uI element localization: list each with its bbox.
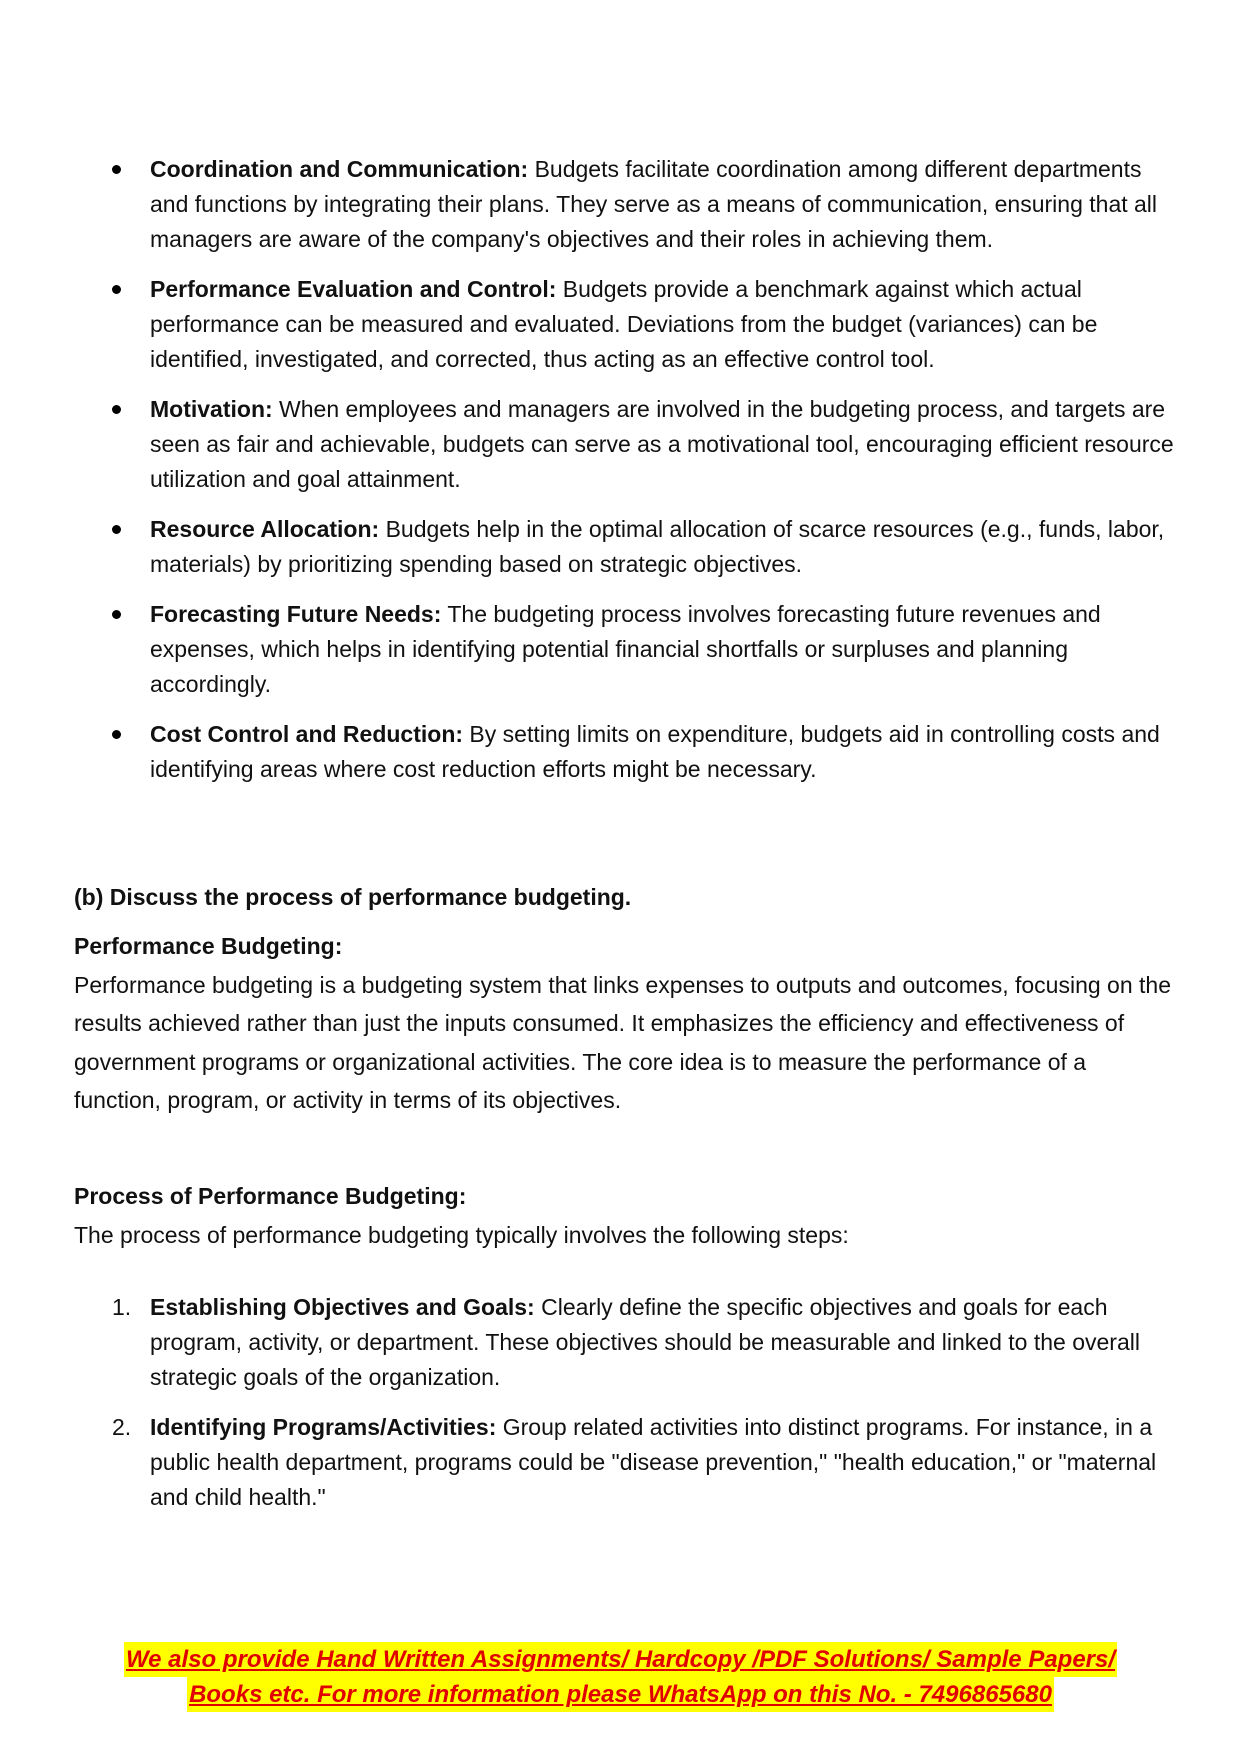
bullet-text: By setting limits on expenditure, budgets aid in controlling costs and identifying areas where cost reduction efforts might be necessary. [150,721,1160,782]
step-number: 2. [112,1414,132,1440]
bullet-dot-icon [112,285,121,294]
bullet-text: The budgeting process involves forecasting future revenues and expenses, which helps in identifying potential financial shortfalls or surpluses and planning accordingly. [150,601,1101,697]
bullet-item-coordination [74,152,1184,257]
bullet-item-resource-allocation [74,512,1184,582]
step-item-objectives [74,1290,1184,1395]
definition-heading: Performance Budgeting: [74,933,343,959]
steps-numbered-list [74,1290,1184,1530]
bullet-dot-icon [112,165,121,174]
promo-footer [0,1642,1241,1712]
process-heading: Process of Performance Budgeting: [74,1183,467,1209]
promo-footer-line-2: Books etc. For more information please WhatsApp on this No. - 7496865680 [187,1677,1054,1712]
bullet-item-cost-control [74,717,1184,787]
bullet-dot-icon [112,610,121,619]
step-number: 1. [112,1294,132,1320]
process-intro: The process of performance budgeting typically involves the following steps: [74,1221,849,1248]
bullet-text: When employees and managers are involved in the budgeting process, and targets are seen as fair and achievable, budgets can serve as a motivational tool, encouraging efficient resource utilization and goal attainment. [150,396,1174,492]
step-text: Group related activities into distinct programs. For instance, in a public health department, programs could be "disease prevention," "health education," or "maternal and child health." [150,1414,1157,1510]
benefits-bullet-list [74,152,1184,802]
definition-section [74,927,1174,1120]
step-text: Clearly define the specific objectives and goals for each program, activity, or department. These objectives should be measurable and linked to the overall strategic goals of the organization. [150,1294,1140,1390]
bullet-term: Resource Allocation: [150,516,380,542]
definition-paragraph: Performance budgeting is a budgeting system that links expenses to outputs and outcomes, focusing on the results achieved rather than just the inputs consumed. It emphasizes the efficiency and effectiveness of government programs or organizational activities. The core idea is to measure the performance of a function, program, or activity in terms of its objectives. [74,971,1172,1113]
question-heading: (b) Discuss the process of performance budgeting. [74,884,632,910]
promo-footer-line-1: We also provide Hand Written Assignments/ Hardcopy /PDF Solutions/ Sample Papers/ [124,1642,1117,1677]
bullet-dot-icon [112,525,121,534]
bullet-item-performance-evaluation [74,272,1184,377]
bullet-text: Budgets facilitate coordination among different departments and functions by integrating their plans. They serve as a means of communication, ensuring that all managers are aware of the company's objectives and their roles in achieving them. [150,156,1158,252]
step-term: Identifying Programs/Activities: [150,1414,497,1440]
bullet-term: Cost Control and Reduction: [150,721,464,747]
bullet-term: Forecasting Future Needs: [150,601,442,627]
bullet-text: Budgets provide a benchmark against which actual performance can be measured and evaluated. Deviations from the budget (variances) can be identified, investigated, and corrected, thus acting as an effective control tool. [150,276,1098,372]
bullet-dot-icon [112,405,121,414]
bullet-item-motivation [74,392,1184,497]
bullet-term: Coordination and Communication: [150,156,529,182]
bullet-term: Motivation: [150,396,273,422]
step-term: Establishing Objectives and Goals: [150,1294,535,1320]
bullet-dot-icon [112,730,121,739]
step-item-programs [74,1410,1184,1515]
bullet-term: Performance Evaluation and Control: [150,276,557,302]
process-section [74,1177,1174,1254]
bullet-text: Budgets help in the optimal allocation of scarce resources (e.g., funds, labor, materials) by prioritizing spending based on strategic objectives. [150,516,1165,577]
bullet-item-forecasting [74,597,1184,702]
